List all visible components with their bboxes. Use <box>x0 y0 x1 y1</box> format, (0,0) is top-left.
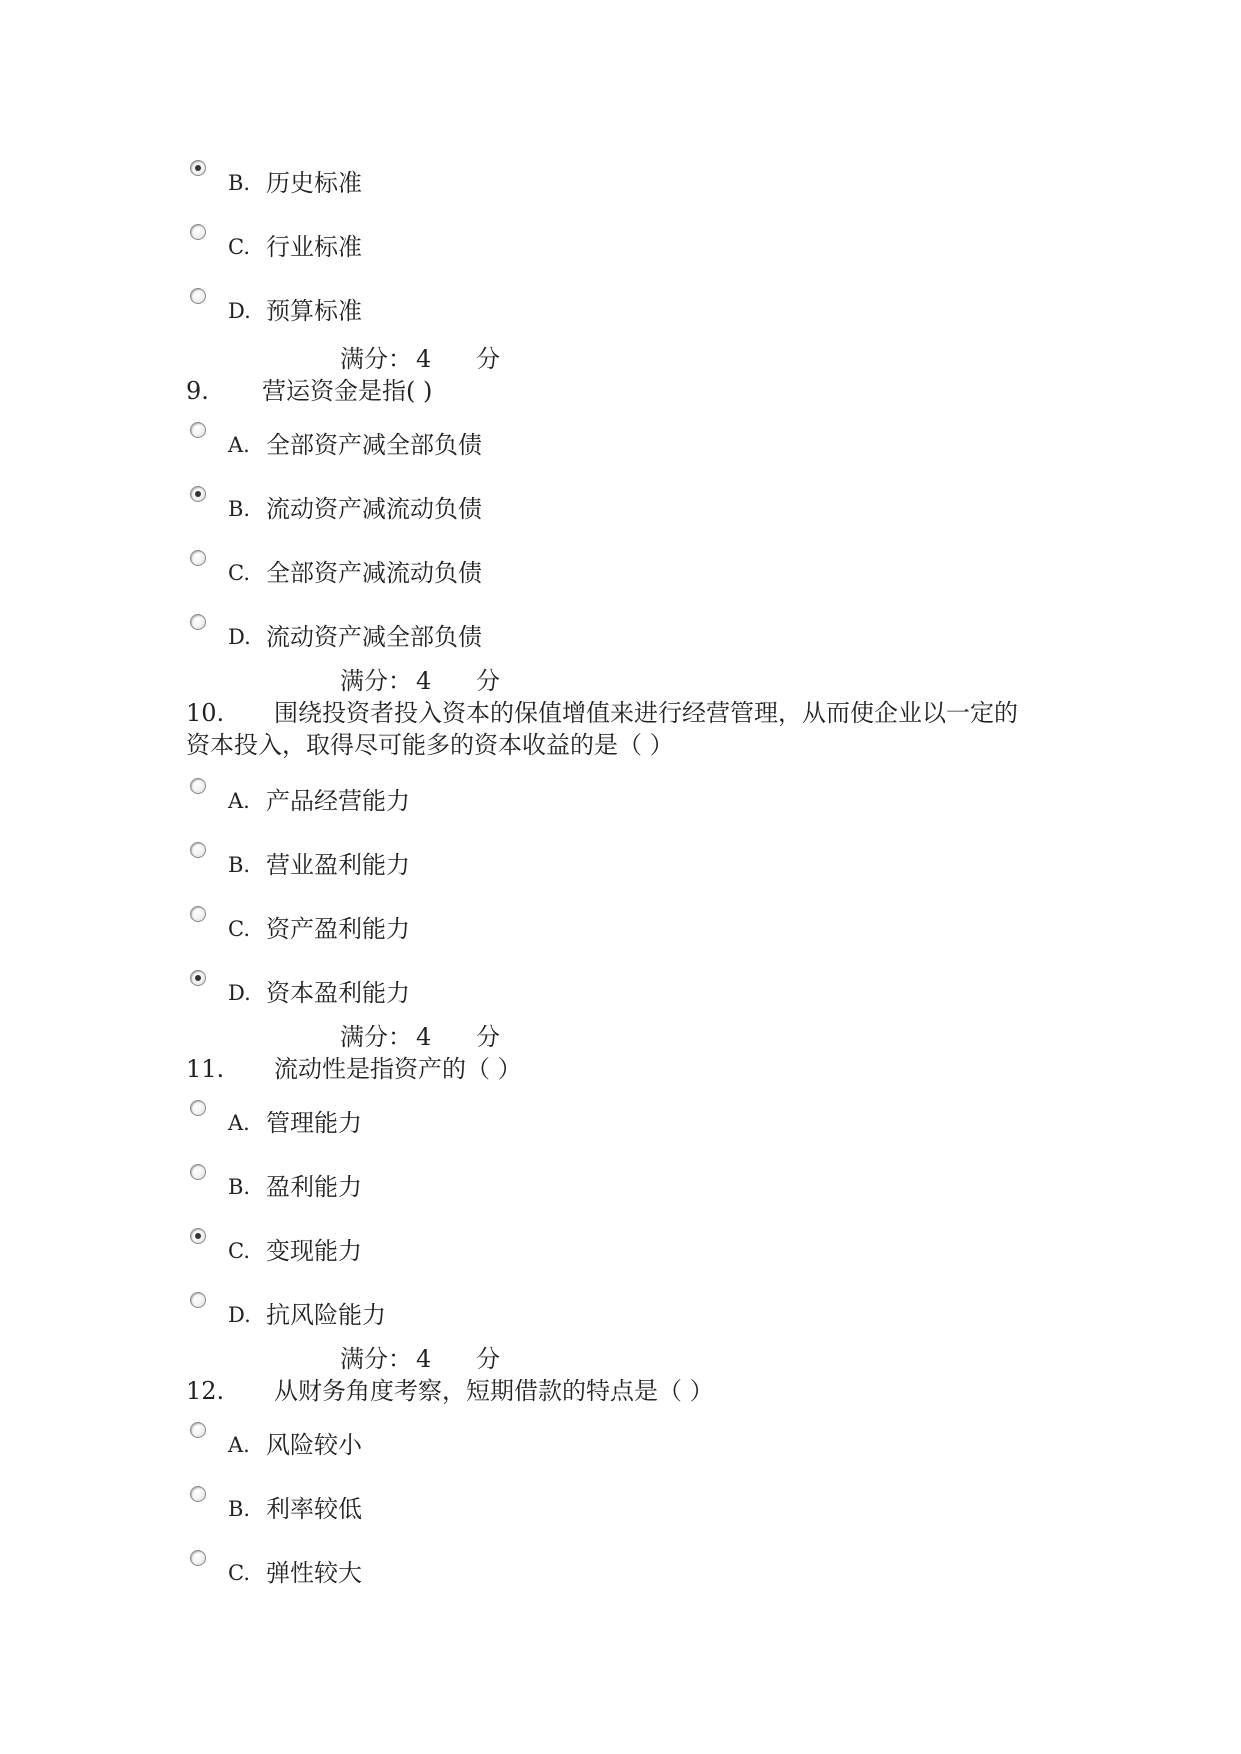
option-text: 营业盈利能力 <box>266 851 410 879</box>
question-text: 流动性是指资产的（ ） <box>274 1055 522 1083</box>
score-unit: 分 <box>476 667 500 695</box>
radio-button[interactable] <box>190 1228 206 1244</box>
question-text: 围绕投资者投入资本的保值增值来进行经营管理，从而使企业以一定的 <box>274 699 1018 727</box>
radio-button[interactable] <box>190 1550 206 1566</box>
option-letter: A. <box>228 1111 250 1135</box>
option-text: 弹性较大 <box>266 1559 362 1587</box>
option-letter: D. <box>228 625 251 649</box>
option-letter: B. <box>228 171 251 195</box>
radio-button[interactable] <box>190 1422 206 1438</box>
radio-button[interactable] <box>190 224 206 240</box>
option-letter: D. <box>228 299 251 323</box>
option-text: 风险较小 <box>266 1431 362 1459</box>
score-label: 满分： <box>340 1023 412 1051</box>
radio-button[interactable] <box>190 288 206 304</box>
option-text: 资本盈利能力 <box>266 979 410 1007</box>
radio-button[interactable] <box>190 614 206 630</box>
option-text: 抗风险能力 <box>266 1301 386 1329</box>
option-text: 流动资产减流动负债 <box>266 495 482 523</box>
option-text: 历史标准 <box>266 169 362 197</box>
option-letter: C. <box>228 917 250 941</box>
radio-dot-icon <box>195 1233 201 1239</box>
option-letter: B. <box>228 853 251 877</box>
score-label: 满分： <box>340 667 412 695</box>
question-number: 10. <box>186 699 225 727</box>
option-text: 变现能力 <box>266 1237 362 1265</box>
option-letter: B. <box>228 1497 251 1521</box>
option-letter: B. <box>228 497 251 521</box>
option-text: 管理能力 <box>266 1109 362 1137</box>
option-letter: A. <box>228 433 250 457</box>
option-text: 利率较低 <box>266 1495 362 1523</box>
option-text: 产品经营能力 <box>266 787 410 815</box>
option-text: 预算标准 <box>266 297 362 325</box>
radio-button[interactable] <box>190 778 206 794</box>
radio-button[interactable] <box>190 842 206 858</box>
radio-button[interactable] <box>190 550 206 566</box>
option-letter: C. <box>228 561 250 585</box>
radio-button[interactable] <box>190 422 206 438</box>
radio-dot-icon <box>195 165 201 171</box>
option-text: 资产盈利能力 <box>266 915 410 943</box>
option-letter: D. <box>228 981 251 1005</box>
option-text: 流动资产减全部负债 <box>266 623 482 651</box>
radio-button[interactable] <box>190 486 206 502</box>
score-value: 4 <box>416 345 432 373</box>
score-value: 4 <box>416 667 432 695</box>
option-letter: C. <box>228 235 250 259</box>
score-value: 4 <box>416 1345 432 1373</box>
score-unit: 分 <box>476 1023 500 1051</box>
option-letter: B. <box>228 1175 251 1199</box>
radio-button[interactable] <box>190 906 206 922</box>
option-letter: A. <box>228 1433 250 1457</box>
radio-button[interactable] <box>190 1486 206 1502</box>
option-letter: C. <box>228 1239 250 1263</box>
radio-button[interactable] <box>190 970 206 986</box>
question-text-continuation: 资本投入，取得尽可能多的资本收益的是（ ） <box>186 731 674 759</box>
radio-dot-icon <box>195 975 201 981</box>
option-letter: C. <box>228 1561 250 1585</box>
option-text: 全部资产减流动负债 <box>266 559 482 587</box>
question-number: 9. <box>186 377 209 405</box>
option-letter: D. <box>228 1303 251 1327</box>
option-letter: A. <box>228 789 250 813</box>
radio-button[interactable] <box>190 160 206 176</box>
option-text: 行业标准 <box>266 233 362 261</box>
score-label: 满分： <box>340 1345 412 1373</box>
radio-dot-icon <box>195 491 201 497</box>
score-unit: 分 <box>476 1345 500 1373</box>
option-text: 盈利能力 <box>266 1173 362 1201</box>
radio-button[interactable] <box>190 1292 206 1308</box>
score-value: 4 <box>416 1023 432 1051</box>
option-text: 全部资产减全部负债 <box>266 431 482 459</box>
radio-button[interactable] <box>190 1100 206 1116</box>
question-number: 12. <box>186 1377 225 1405</box>
score-label: 满分： <box>340 345 412 373</box>
question-text: 营运资金是指( ) <box>262 377 433 405</box>
question-text: 从财务角度考察，短期借款的特点是（ ） <box>274 1377 714 1405</box>
radio-button[interactable] <box>190 1164 206 1180</box>
score-unit: 分 <box>476 345 500 373</box>
question-number: 11. <box>186 1055 225 1083</box>
